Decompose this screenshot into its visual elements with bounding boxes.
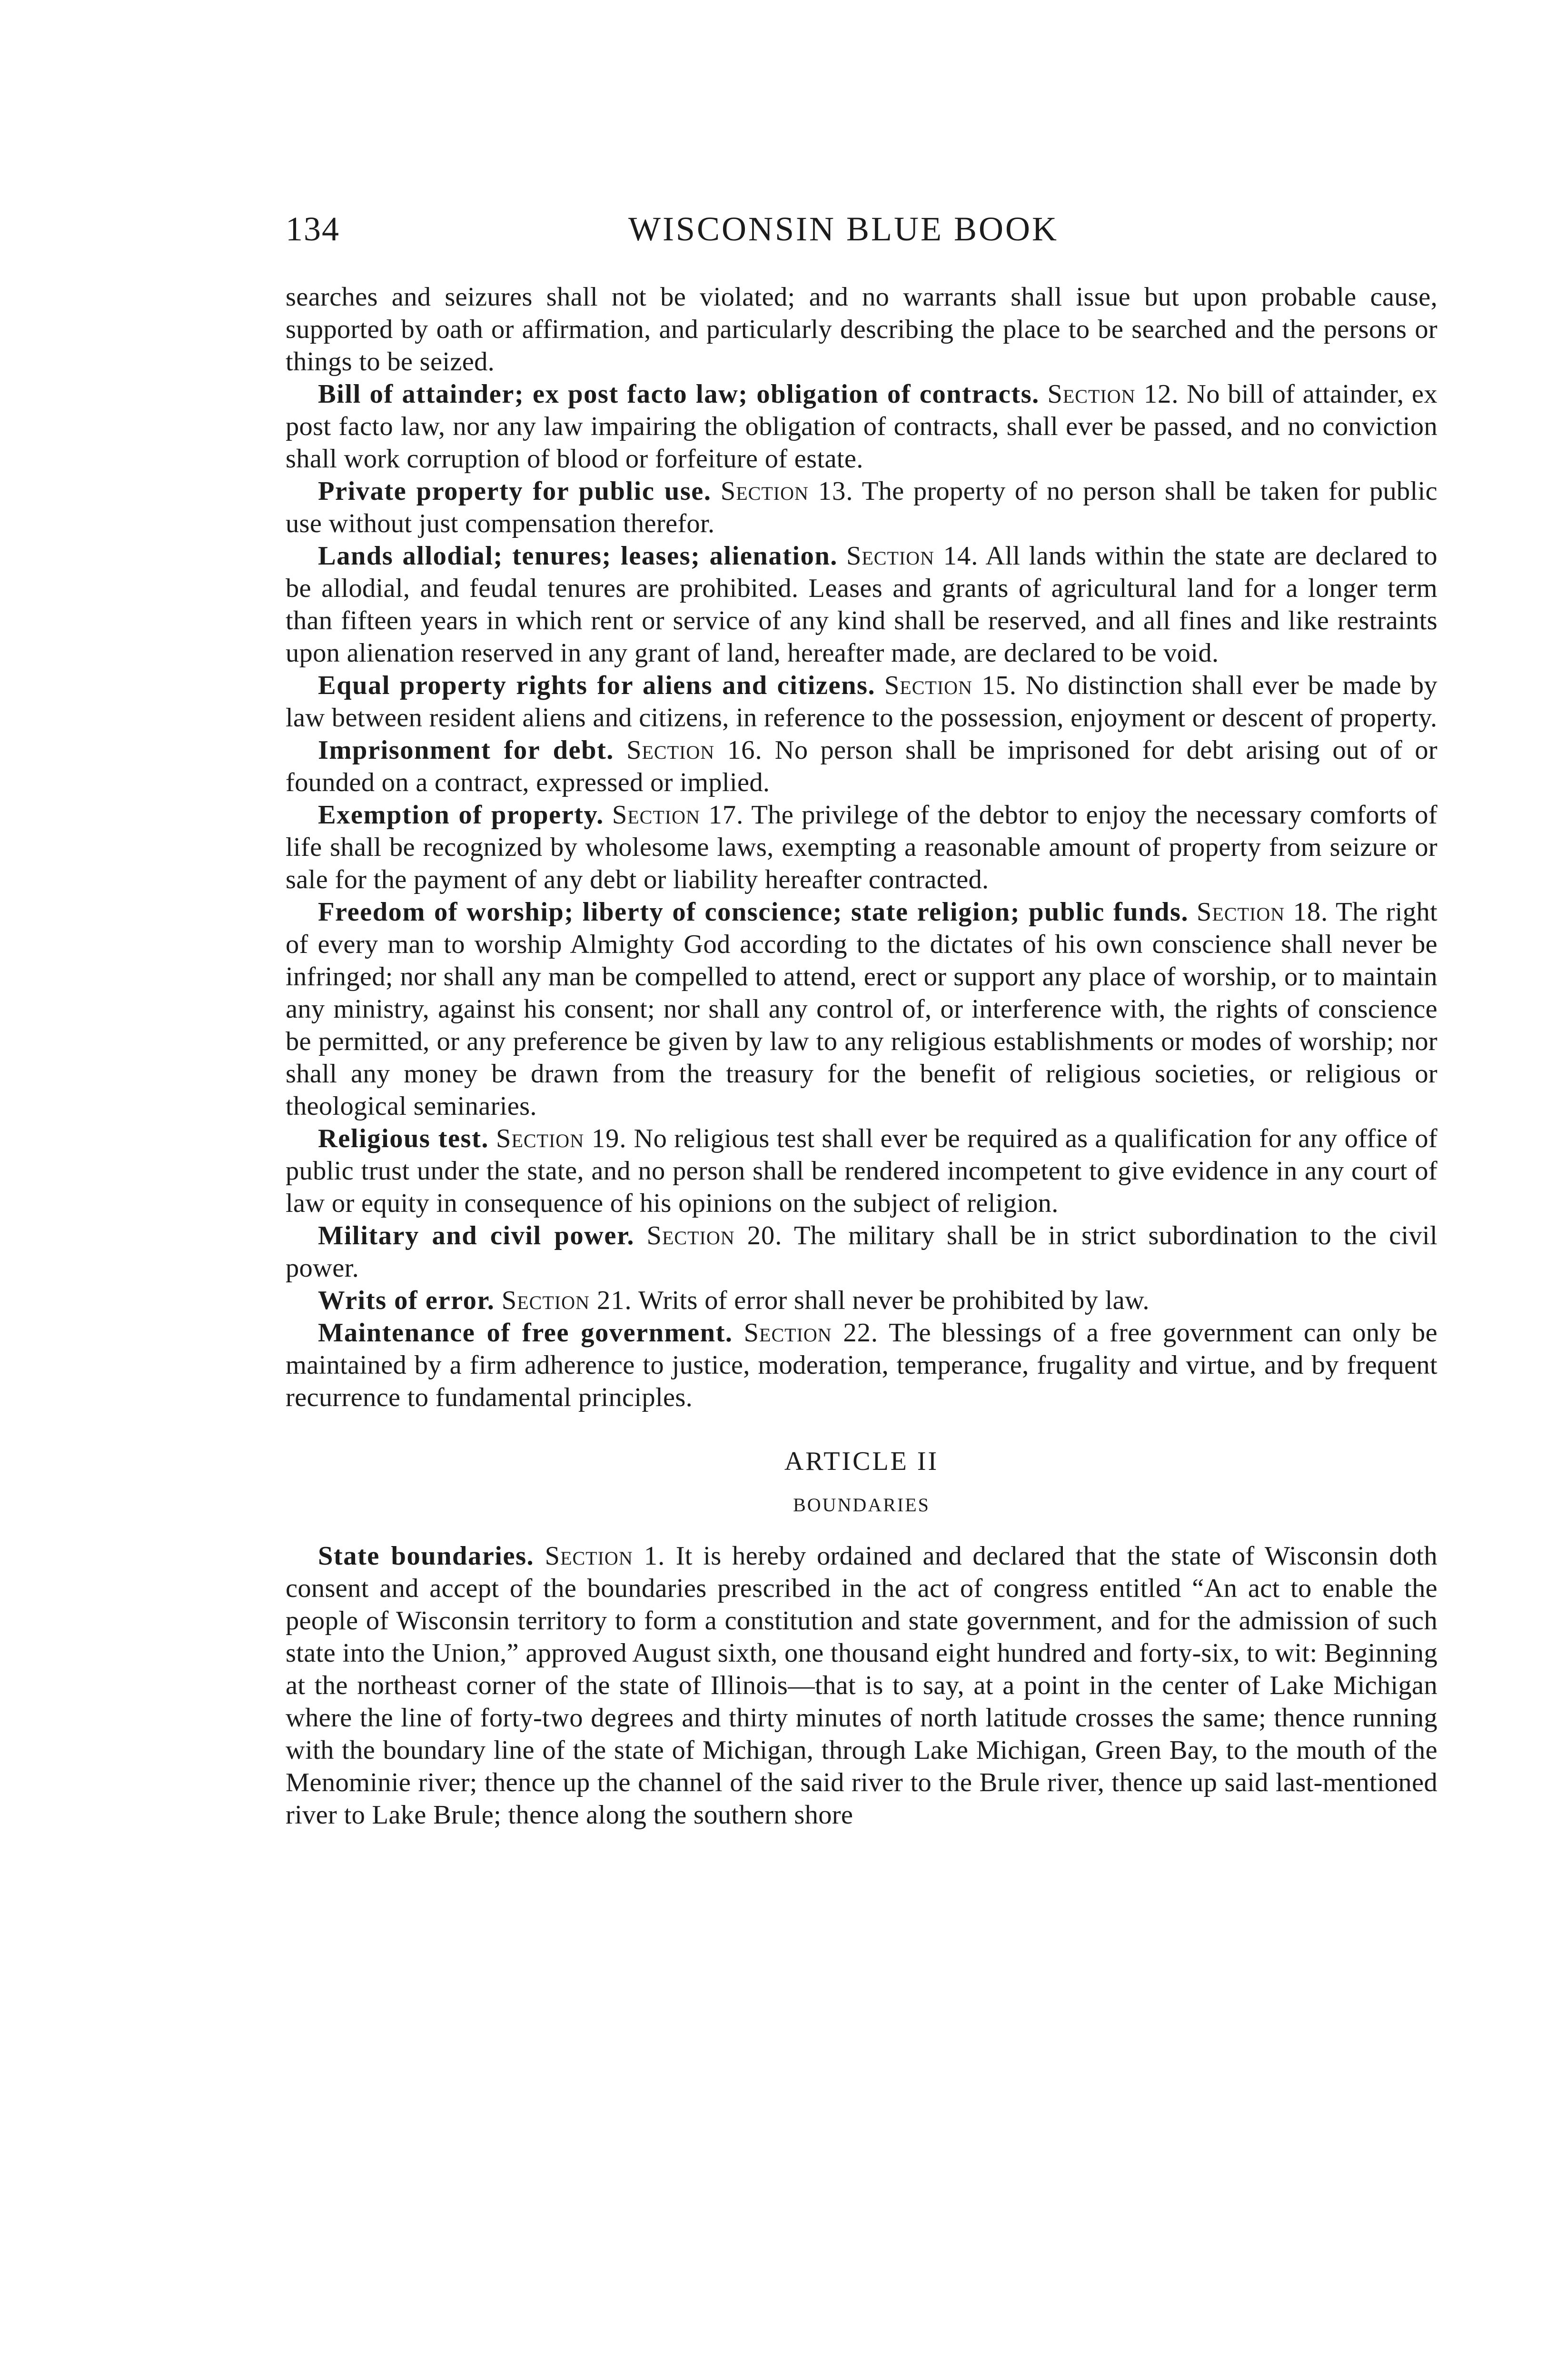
section-number: Section 13.: [720, 476, 853, 506]
section-number: Section 18.: [1197, 897, 1328, 927]
section-text: Writs of error shall never be prohibited by law.: [638, 1286, 1150, 1315]
running-title: WISCONSIN BLUE BOOK: [628, 210, 1059, 248]
section-text: The right of every man to worship Almighty God according to the dictates of his own conscience shall never be infringed; nor shall any man be compelled to attend, erect or support any place of worship, or to maintain any ministry, against his consent; nor shall any control of, or interference with, the rights of conscience be permitted, or any preference be given by law to any religious establishments or modes of worship; nor shall any money be drawn from the treasury for the benefit of religious societies, or religious or theological seminaries.: [286, 897, 1437, 1121]
section-text: The blessings of a free government can only be maintained by a firm adherence to justice, moderation, temperance, frugality and virtue, and by frequent recurrence to fundamental principles.: [286, 1318, 1437, 1412]
section-number: Section 22.: [743, 1318, 879, 1348]
section-number: Section 15.: [884, 671, 1017, 700]
section-text: The property of no person shall be taken for public use without just compensation therefor.: [286, 476, 1437, 538]
section-17-paragraph: [286, 799, 1437, 896]
section-text: No bill of attainder, ex post facto law, nor any law impairing the obligation of contracts, shall ever be passed, and no conviction shall work corruption of blood or forfeiture of estate.: [286, 379, 1437, 474]
section-heading: Imprisonment for debt.: [318, 735, 614, 765]
section-text: It is hereby ordained and declared that the state of Wisconsin doth consent and accept of the boundaries prescribed in the act of congress entitled “An act to enable the people of Wisconsin territory to form a constitution and state government, and for the admission of such state into the Union,” approved August sixth, one thousand eight hundred and forty-six, to wit: Beginning at the northeast corner of the state of Illinois—that is to say, at a point in the center of Lake Michigan where the line of forty-two degrees and thirty minutes of north latitude crosses the same; thence running with the boundary line of the state of Michigan, through Lake Michigan, Green Bay, to the mouth of the Menominie river; thence up the channel of the said river to the Brule river, thence up said last-mentioned river to Lake Brule; thence along the southern shore: [286, 1541, 1437, 1830]
running-header: [286, 209, 1437, 262]
section-text: The military shall be in strict subordination to the civil power.: [286, 1221, 1437, 1283]
section-heading: Military and civil power.: [318, 1221, 635, 1250]
section-heading: Exemption of property.: [318, 800, 604, 830]
section-22-paragraph: [286, 1317, 1437, 1414]
section-heading: Freedom of worship; liberty of conscience; state religion; public funds.: [318, 897, 1189, 927]
section-text: No religious test shall ever be required as a qualification for any office of public trust under the state, and no person shall be rendered incompetent to give evidence in any court of law or equity in consequence of his opinions on the subject of religion.: [286, 1124, 1437, 1218]
section-number: Section 16.: [626, 735, 763, 765]
section-16-paragraph: [286, 734, 1437, 799]
section-20-paragraph: [286, 1220, 1437, 1284]
section-text: No distinction shall ever be made by law between resident aliens and citizens, in reference to the possession, enjoyment or descent of property.: [286, 671, 1437, 733]
section-number: Section 14.: [846, 541, 979, 571]
section-15-paragraph: [286, 669, 1437, 734]
page-number: 134: [286, 210, 340, 248]
section-number: Section 17.: [612, 800, 744, 830]
section-text: The privilege of the debtor to enjoy the necessary comforts of life shall be recognized by wholesome laws, exempting a reasonable amount of property from seizure or sale for the payment of any debt or liability hereafter contracted.: [286, 800, 1437, 894]
section-heading: Writs of error.: [318, 1286, 495, 1315]
section-heading: State boundaries.: [318, 1541, 535, 1571]
section-number: Section 19.: [496, 1124, 627, 1153]
article-title: ARTICLE II: [784, 1447, 939, 1476]
section-18-paragraph: [286, 896, 1437, 1122]
section-heading: Bill of attainder; ex post facto law; obligation of contracts.: [318, 379, 1040, 409]
section-12-paragraph: [286, 378, 1437, 475]
section-heading: Private property for public use.: [318, 476, 712, 506]
section-number: Section 1.: [545, 1541, 665, 1571]
article-2-section-1-paragraph: [286, 1540, 1437, 1831]
section-heading: Religious test.: [318, 1124, 489, 1153]
continuation-paragraph: searches and seizures shall not be violated; and no warrants shall issue but upon probable cause, supported by oath or affirmation, and particularly describing the place to be searched and the persons or things to be seized.: [286, 282, 1437, 377]
section-heading: Equal property rights for aliens and citizens.: [318, 671, 876, 700]
section-14-paragraph: [286, 540, 1437, 669]
section-number: Section 20.: [646, 1221, 783, 1250]
section-heading: Maintenance of free government.: [318, 1318, 733, 1348]
section-13-paragraph: [286, 475, 1437, 540]
section-heading: Lands allodial; tenures; leases; alienation.: [318, 541, 838, 571]
section-21-paragraph: [286, 1284, 1437, 1317]
section-number: Section 12.: [1047, 379, 1179, 409]
section-number: Section 21.: [501, 1286, 632, 1315]
document-page: [286, 209, 1437, 1831]
section-text: All lands within the state are declared to be allodial, and feudal tenures are prohibited. Leases and grants of agricultural land for a longer term than fifteen years in which rent or service of any kind shall be reserved, and all fines and like restraints upon alienation reserved in any grant of land, hereafter made, are declared to be void.: [286, 541, 1437, 668]
article-subtitle: BOUNDARIES: [793, 1494, 930, 1516]
section-19-paragraph: [286, 1122, 1437, 1220]
section-text: No person shall be imprisoned for debt arising out of or founded on a contract, expressed or implied.: [286, 735, 1437, 797]
